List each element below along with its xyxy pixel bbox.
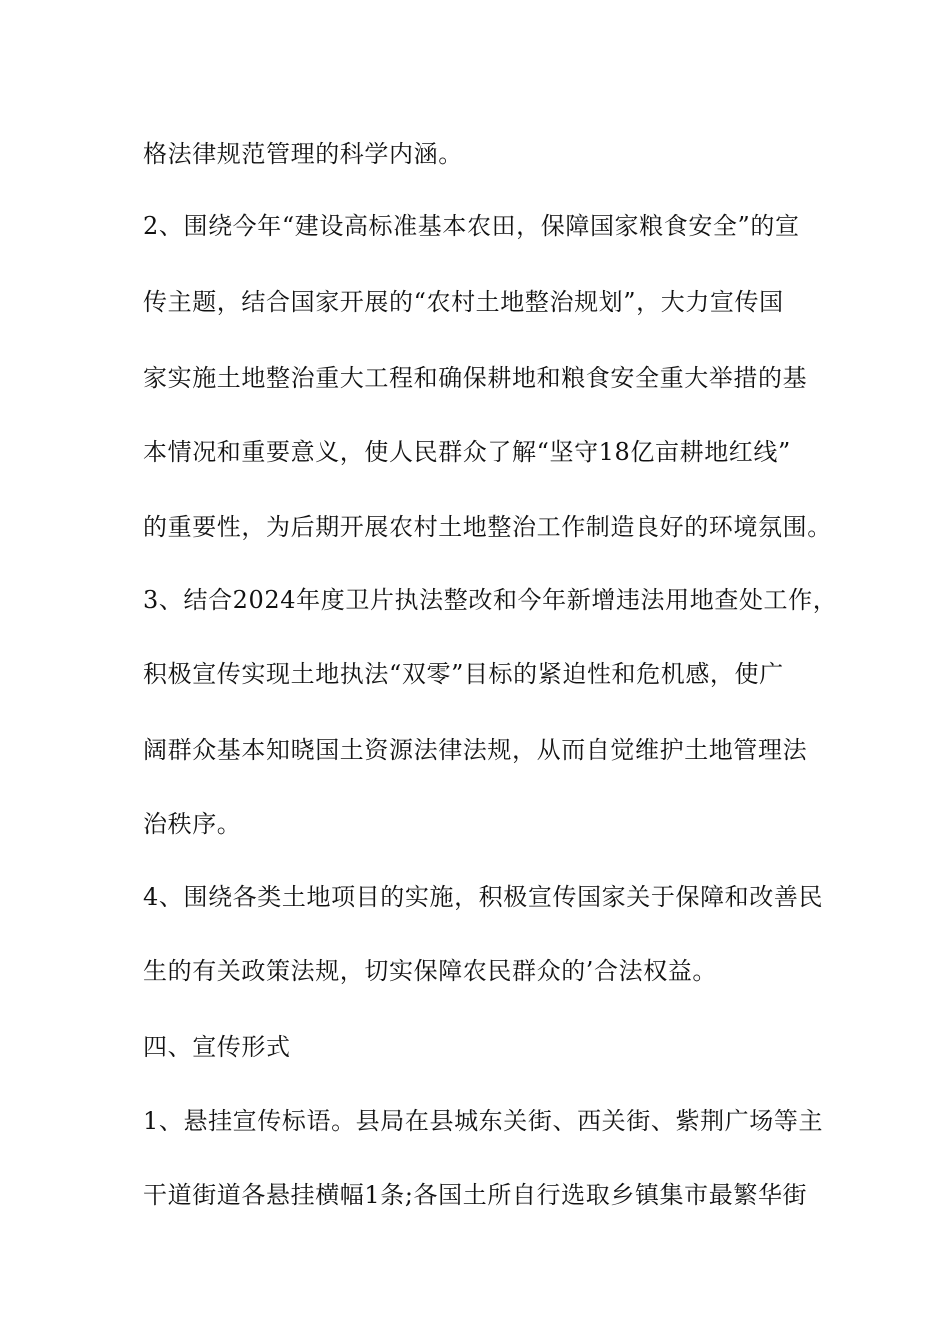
paragraph-line: 积极宣传实现土地执法“双零”目标的紧迫性和危机感，使广 [143,660,784,688]
paragraph-line: 生的有关政策法规，切实保障农民群众的’合法权益。 [143,957,718,985]
paragraph-line: 4、围绕各类土地项目的实施，积极宣传国家关于保障和改善民 [143,883,824,911]
section-heading: 四、宣传形式 [143,1033,291,1061]
paragraph-line: 治秩序。 [143,810,242,838]
paragraph-line: 传主题，结合国家开展的“农村土地整治规划”，大力宣传国 [143,288,784,316]
paragraph-line: 家实施土地整治重大工程和确保耕地和粮食安全重大举措的基 [143,364,808,392]
paragraph-line: 干道街道各悬挂横幅1条;各国土所自行选取乡镇集市最繁华街 [143,1181,808,1209]
paragraph-line: 的重要性，为后期开展农村土地整治工作制造良好的环境氛围。 [143,513,832,541]
paragraph-line: 1、悬挂宣传标语。县局在县城东关街、西关街、紫荆广场等主 [143,1107,824,1135]
paragraph-line: 2、围绕今年“建设高标准基本农田，保障国家粮食安全”的宣 [143,212,800,240]
paragraph-line: 本情况和重要意义，使人民群众了解“坚守18亿亩耕地红线” [143,438,791,466]
paragraph-line: 格法律规范管理的科学内涵。 [143,140,463,168]
paragraph-line: 3、结合2024年度卫片执法整改和今年新增违法用地查处工作， [143,586,838,614]
paragraph-line: 阔群众基本知晓国土资源法律法规，从而自觉维护土地管理法 [143,736,808,764]
